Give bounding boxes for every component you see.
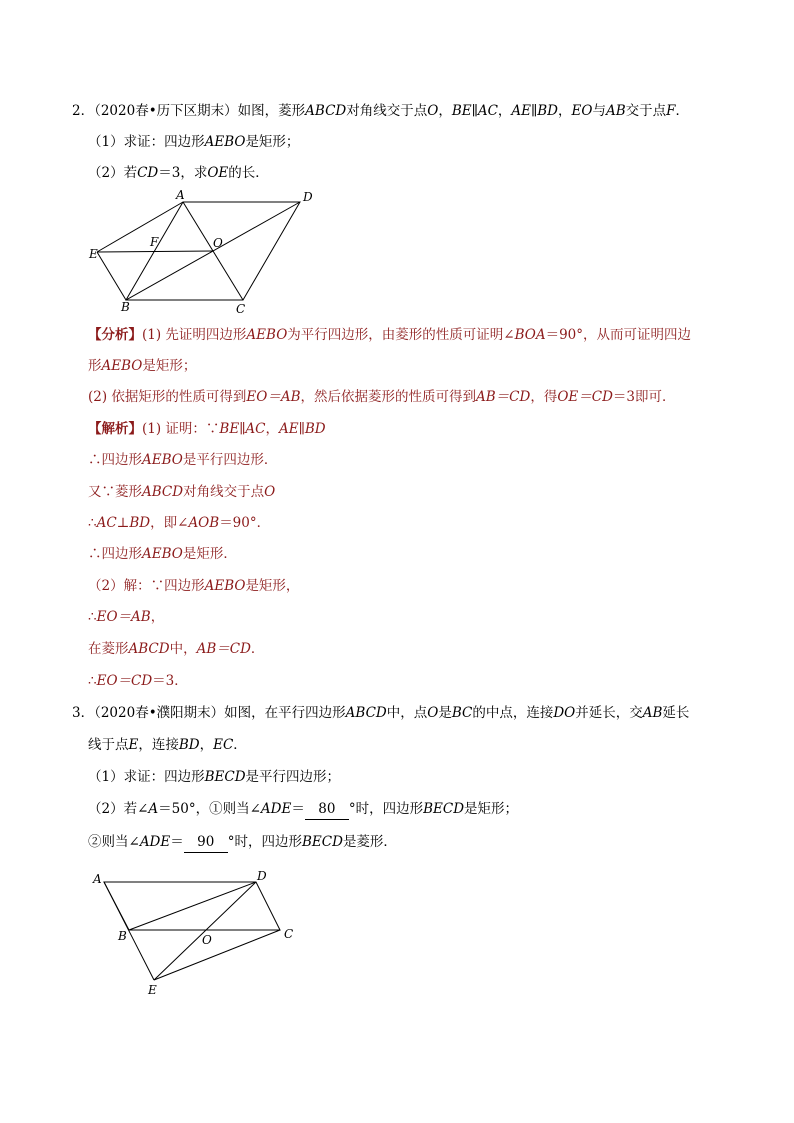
q2-label-f: F <box>150 235 159 249</box>
q2-solution-line2: ∴四边形AEBO是平行四边形． <box>88 452 278 468</box>
q3-label-a: A <box>93 872 102 886</box>
q3-label-b: B <box>118 929 127 943</box>
q2-solution-line1: 【解析】(1) 证明：∵BE∥AC，AE∥BD <box>88 421 326 437</box>
q2-analysis-line1: 【分析】(1) 先证明四边形AEBO为平行四边形，由菱形的性质可证明∠BOA＝90°，从而可证明四边 <box>88 327 692 343</box>
q3-stem-line2: 线于点E，连接BD，EC． <box>88 737 247 753</box>
q3-label-e: E <box>148 983 157 997</box>
q3-answer-80: 80 <box>305 799 349 820</box>
q2-label-a: A <box>176 188 185 202</box>
q2-label-d: D <box>303 190 313 204</box>
q3-stem-line1: 3．（2020春•濮阳期末）如图，在平行四边形ABCD中，点O是BC的中点，连接DO并延长，交AB延长 <box>72 705 690 721</box>
q3-sub2: （2）若∠A＝50°，①则当∠ADE＝ 80 °时，四边形BECD是矩形； <box>88 799 518 820</box>
q3-sub1: （1）求证：四边形BECD是平行四边形； <box>88 769 341 785</box>
q2-solution-line7: ∴EO＝AB， <box>88 609 165 625</box>
q3-sub3: ②则当∠ADE＝ 90 °时，四边形BECD是菱形． <box>88 832 397 853</box>
q2-sub2: （2）若CD＝3，求OE的长． <box>88 165 269 181</box>
q2-label-c: C <box>236 302 246 316</box>
q2-solution-line9: ∴EO＝CD＝3． <box>88 673 188 689</box>
q3-label-o: O <box>202 933 212 947</box>
q2-solution-line4: ∴AC⊥BD，即∠AOB＝90°． <box>88 515 271 531</box>
q2-label-o: O <box>213 236 223 250</box>
q2-label-b: B <box>121 300 130 314</box>
q2-solution-line5: ∴四边形AEBO是矩形． <box>88 546 237 562</box>
q2-stem: 2．（2020春•历下区期末）如图，菱形ABCD对角线交于点O，BE∥AC，AE∥BD，EO与AB交于点F． <box>72 103 689 119</box>
q2-label-e: E <box>89 247 98 261</box>
q3-label-d: D <box>257 869 267 883</box>
q3-answer-90: 90 <box>184 832 228 853</box>
q2-solution-line3: 又∵菱形ABCD对角线交于点O <box>88 484 276 500</box>
q2-sub1: （1）求证：四边形AEBO是矩形； <box>88 134 300 150</box>
q2-solution-line8: 在菱形ABCD中，AB＝CD． <box>88 641 265 657</box>
q2-solution-line6: （2）解：∵四边形AEBO是矩形， <box>88 578 300 594</box>
analysis-tag: 【分析】 <box>88 327 142 343</box>
solution-tag: 【解析】 <box>88 421 142 437</box>
q2-analysis-line2: 形AEBO是矩形； <box>88 358 197 374</box>
q2-analysis-line3: (2) 依据矩形的性质可得到EO＝AB，然后依据菱形的性质可得到AB＝CD，得OE＝CD＝3即可． <box>88 389 676 405</box>
q3-label-c: C <box>284 927 294 941</box>
